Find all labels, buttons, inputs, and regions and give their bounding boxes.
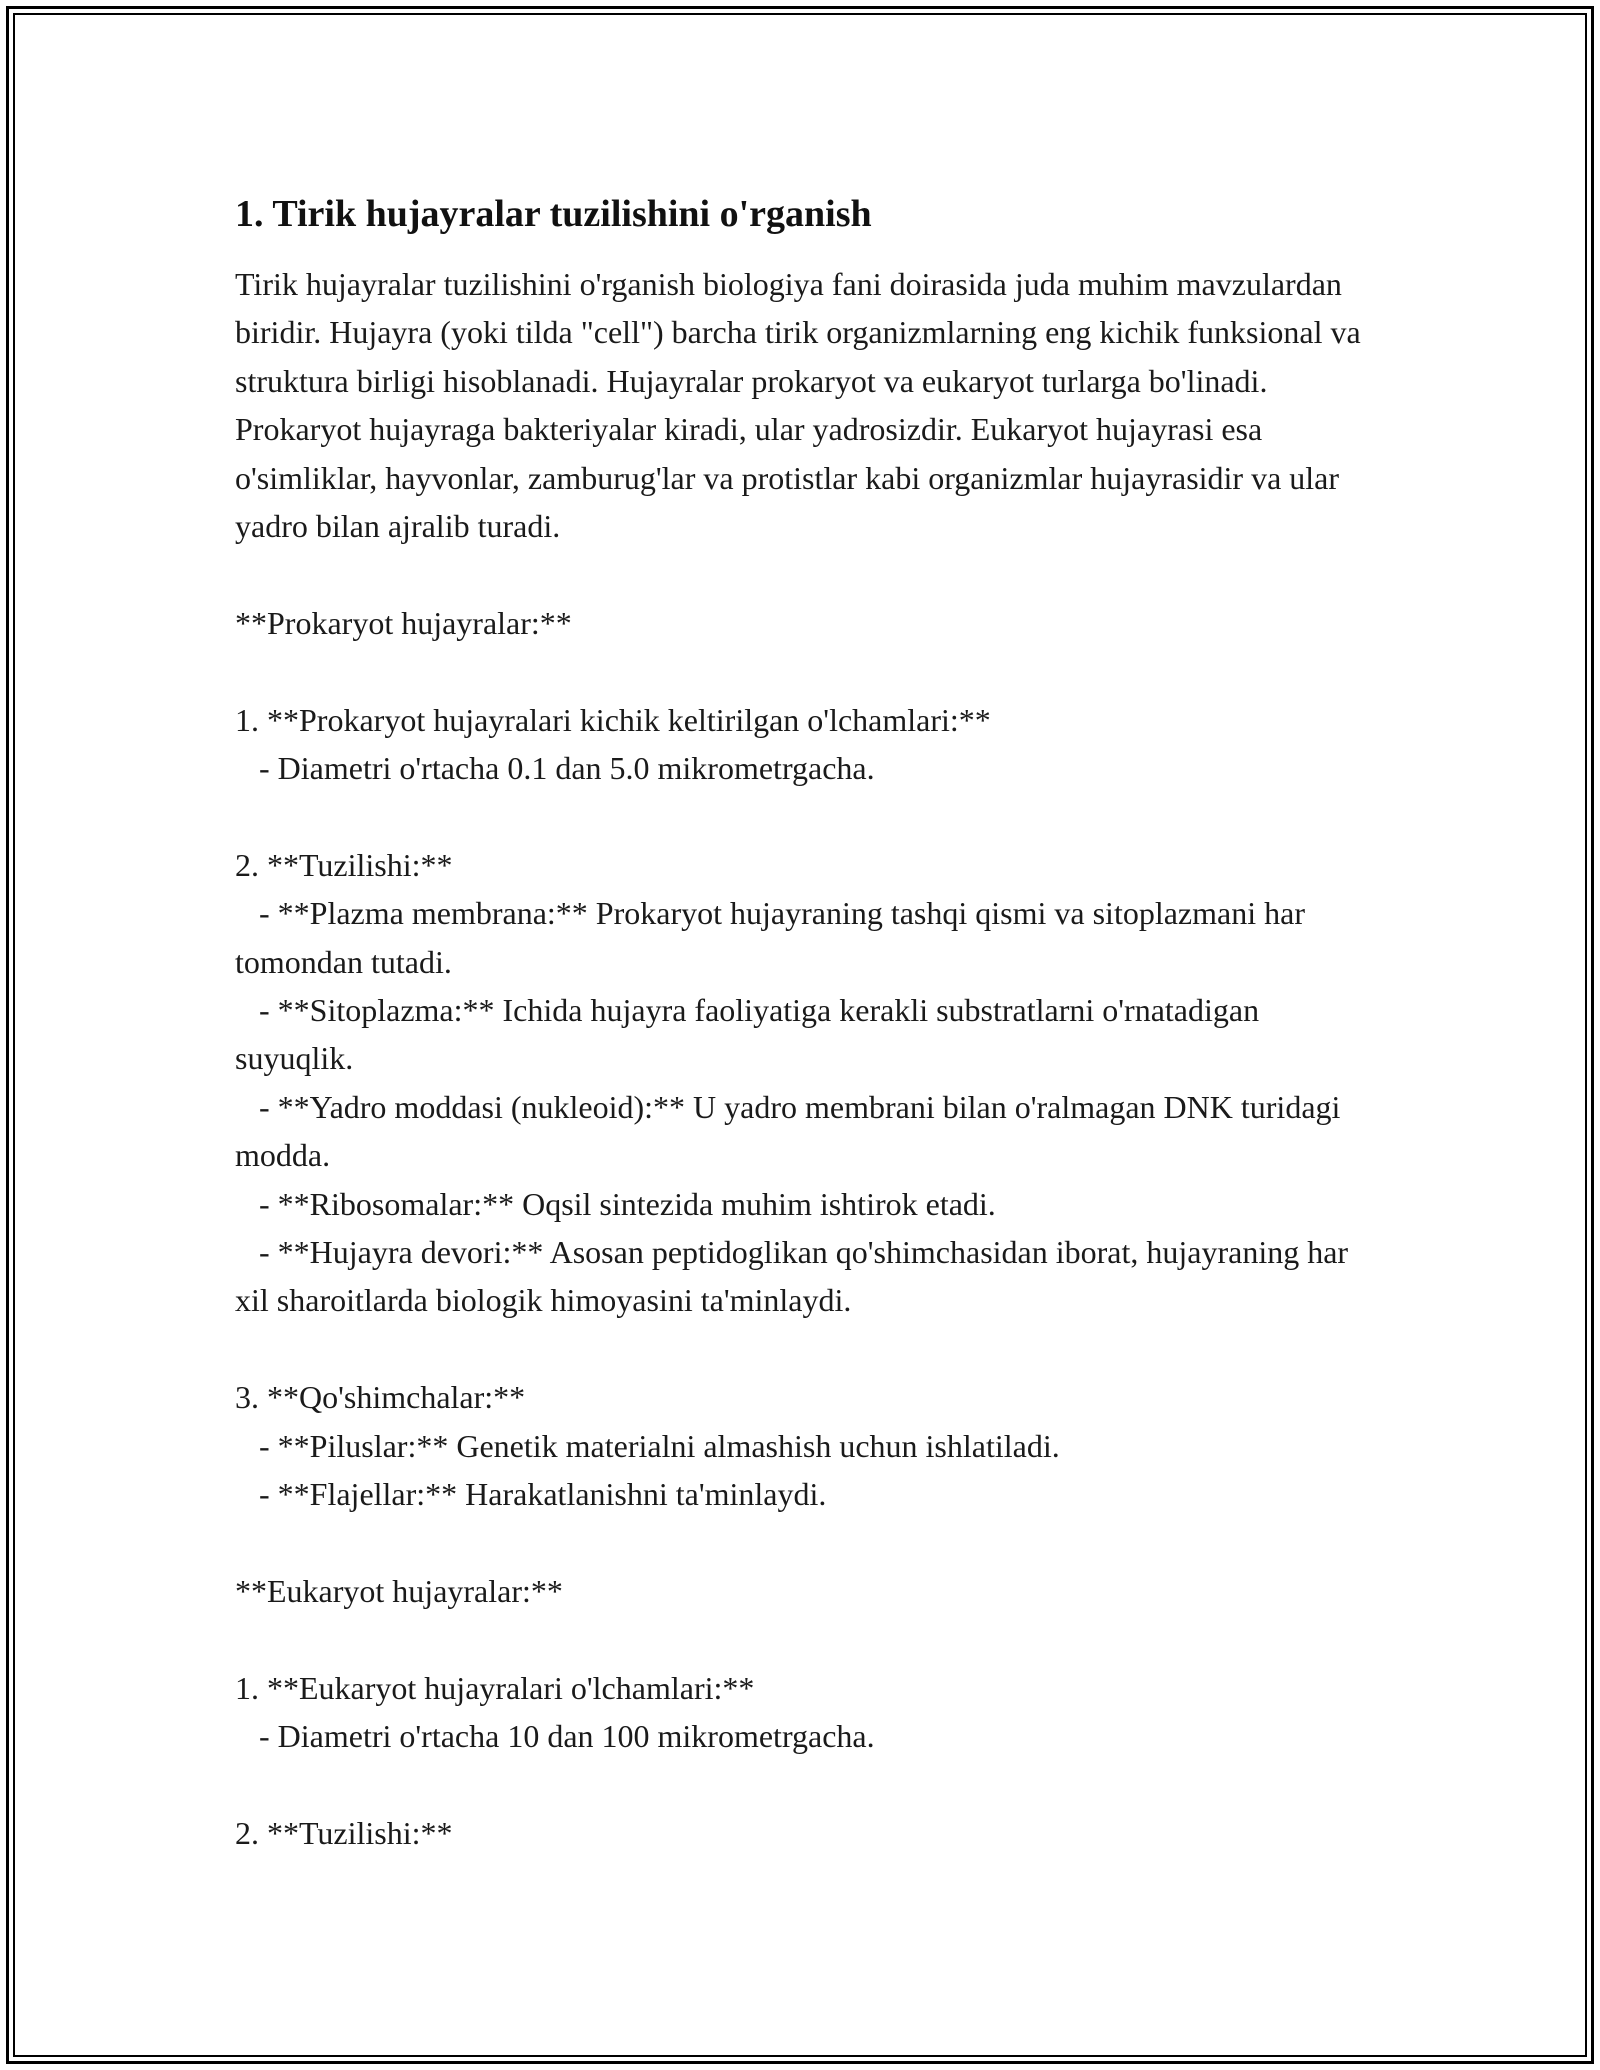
prokaryot-item-2-sub-2: - **Sitoplazma:** Ichida hujayra faoliyatiga kerakli substratlarni o'rnatadigan suyuqlik. <box>235 992 1260 1077</box>
prokaryot-item-2-sub-4: - **Ribosomalar:** Oqsil sintezida muhim ishtirok etadi. <box>259 1185 996 1222</box>
document-body <box>235 188 1385 1857</box>
prokaryot-item-2-sub-1: - **Plazma membrana:** Prokaryot hujayraning tashqi qismi va sitoplazmani har tomondan tutadi. <box>235 895 1305 980</box>
prokaryot-item-1-sub-1: - Diametri o'rtacha 0.1 dan 5.0 mikrometrgacha. <box>259 750 875 787</box>
list-item <box>235 1228 1385 1325</box>
list-item <box>235 986 1385 1083</box>
prokaryot-item-3-sub-1: - **Piluslar:** Genetik materialni almashish uchun ishlatiladi. <box>259 1427 1060 1464</box>
spacer <box>235 1615 1385 1663</box>
prokaryot-item-3-sub-2: - **Flajellar:** Harakatlanishni ta'minlaydi. <box>259 1476 827 1513</box>
prokaryot-heading: **Prokaryot hujayralar:** <box>235 604 572 641</box>
list-item <box>235 744 1385 792</box>
prokaryot-section <box>235 550 1385 1518</box>
eukaryot-item-1-label: 1. **Eukaryot hujayralari o'lchamlari:** <box>235 1669 755 1706</box>
document-title: 1. Tirik hujayralar tuzilishini o'rganish <box>235 193 872 235</box>
prokaryot-item-2-sub-3: - **Yadro moddasi (nukleoid):** U yadro membrani bilan o'ralmagan DNK turidagi modda. <box>235 1088 1341 1174</box>
eukaryot-heading: **Eukaryot hujayralar:** <box>235 1572 563 1609</box>
list-item <box>235 889 1385 986</box>
spacer <box>235 647 1385 695</box>
list-item <box>235 1470 1385 1518</box>
list-item <box>235 1712 1385 1760</box>
prokaryot-item-3-label: 3. **Qo'shimchalar:** <box>235 1379 526 1416</box>
prokaryot-item-1-label: 1. **Prokaryot hujayralari kichik keltirilgan o'lchamlari:** <box>235 701 991 738</box>
list-item <box>235 1180 1385 1228</box>
spacer <box>235 1761 1385 1809</box>
list-item <box>235 1422 1385 1470</box>
eukaryot-item-1-sub-1: - Diametri o'rtacha 10 dan 100 mikrometrgacha. <box>259 1718 875 1755</box>
eukaryot-item-2-label: 2. **Tuzilishi:** <box>235 1814 453 1851</box>
list-item <box>235 1083 1385 1180</box>
spacer <box>235 550 1385 598</box>
spacer <box>235 1519 1385 1567</box>
spacer <box>235 1325 1385 1373</box>
intro-paragraph: Tirik hujayralar tuzilishini o'rganish biologiya fani doirasida juda muhim mavzulardan biridir. Hujayra (yoki tilda "cell") barcha tirik organizmlarning eng kichik funksional va struktura birligi hisoblanadi. Hujayralar prokaryot va eukaryot turlarga bo'linadi. Prokaryot hujayraga bakteriyalar kiradi, ular yadrosizdir. Eukaryot hujayrasi esa o'simliklar, hayvonlar, zamburug'lar va protistlar kabi organizmlar hujayrasidir va ular yadro bilan ajralib turadi. <box>235 266 1361 545</box>
spacer <box>235 792 1385 840</box>
prokaryot-item-2-label: 2. **Tuzilishi:** <box>235 846 453 883</box>
eukaryot-section <box>235 1519 1385 1858</box>
prokaryot-item-2-sub-5: - **Hujayra devori:** Asosan peptidoglikan qo'shimchasidan iborat, hujayraning har xil sharoitlarda biologik himoyasini ta'minlaydi. <box>235 1234 1349 1319</box>
